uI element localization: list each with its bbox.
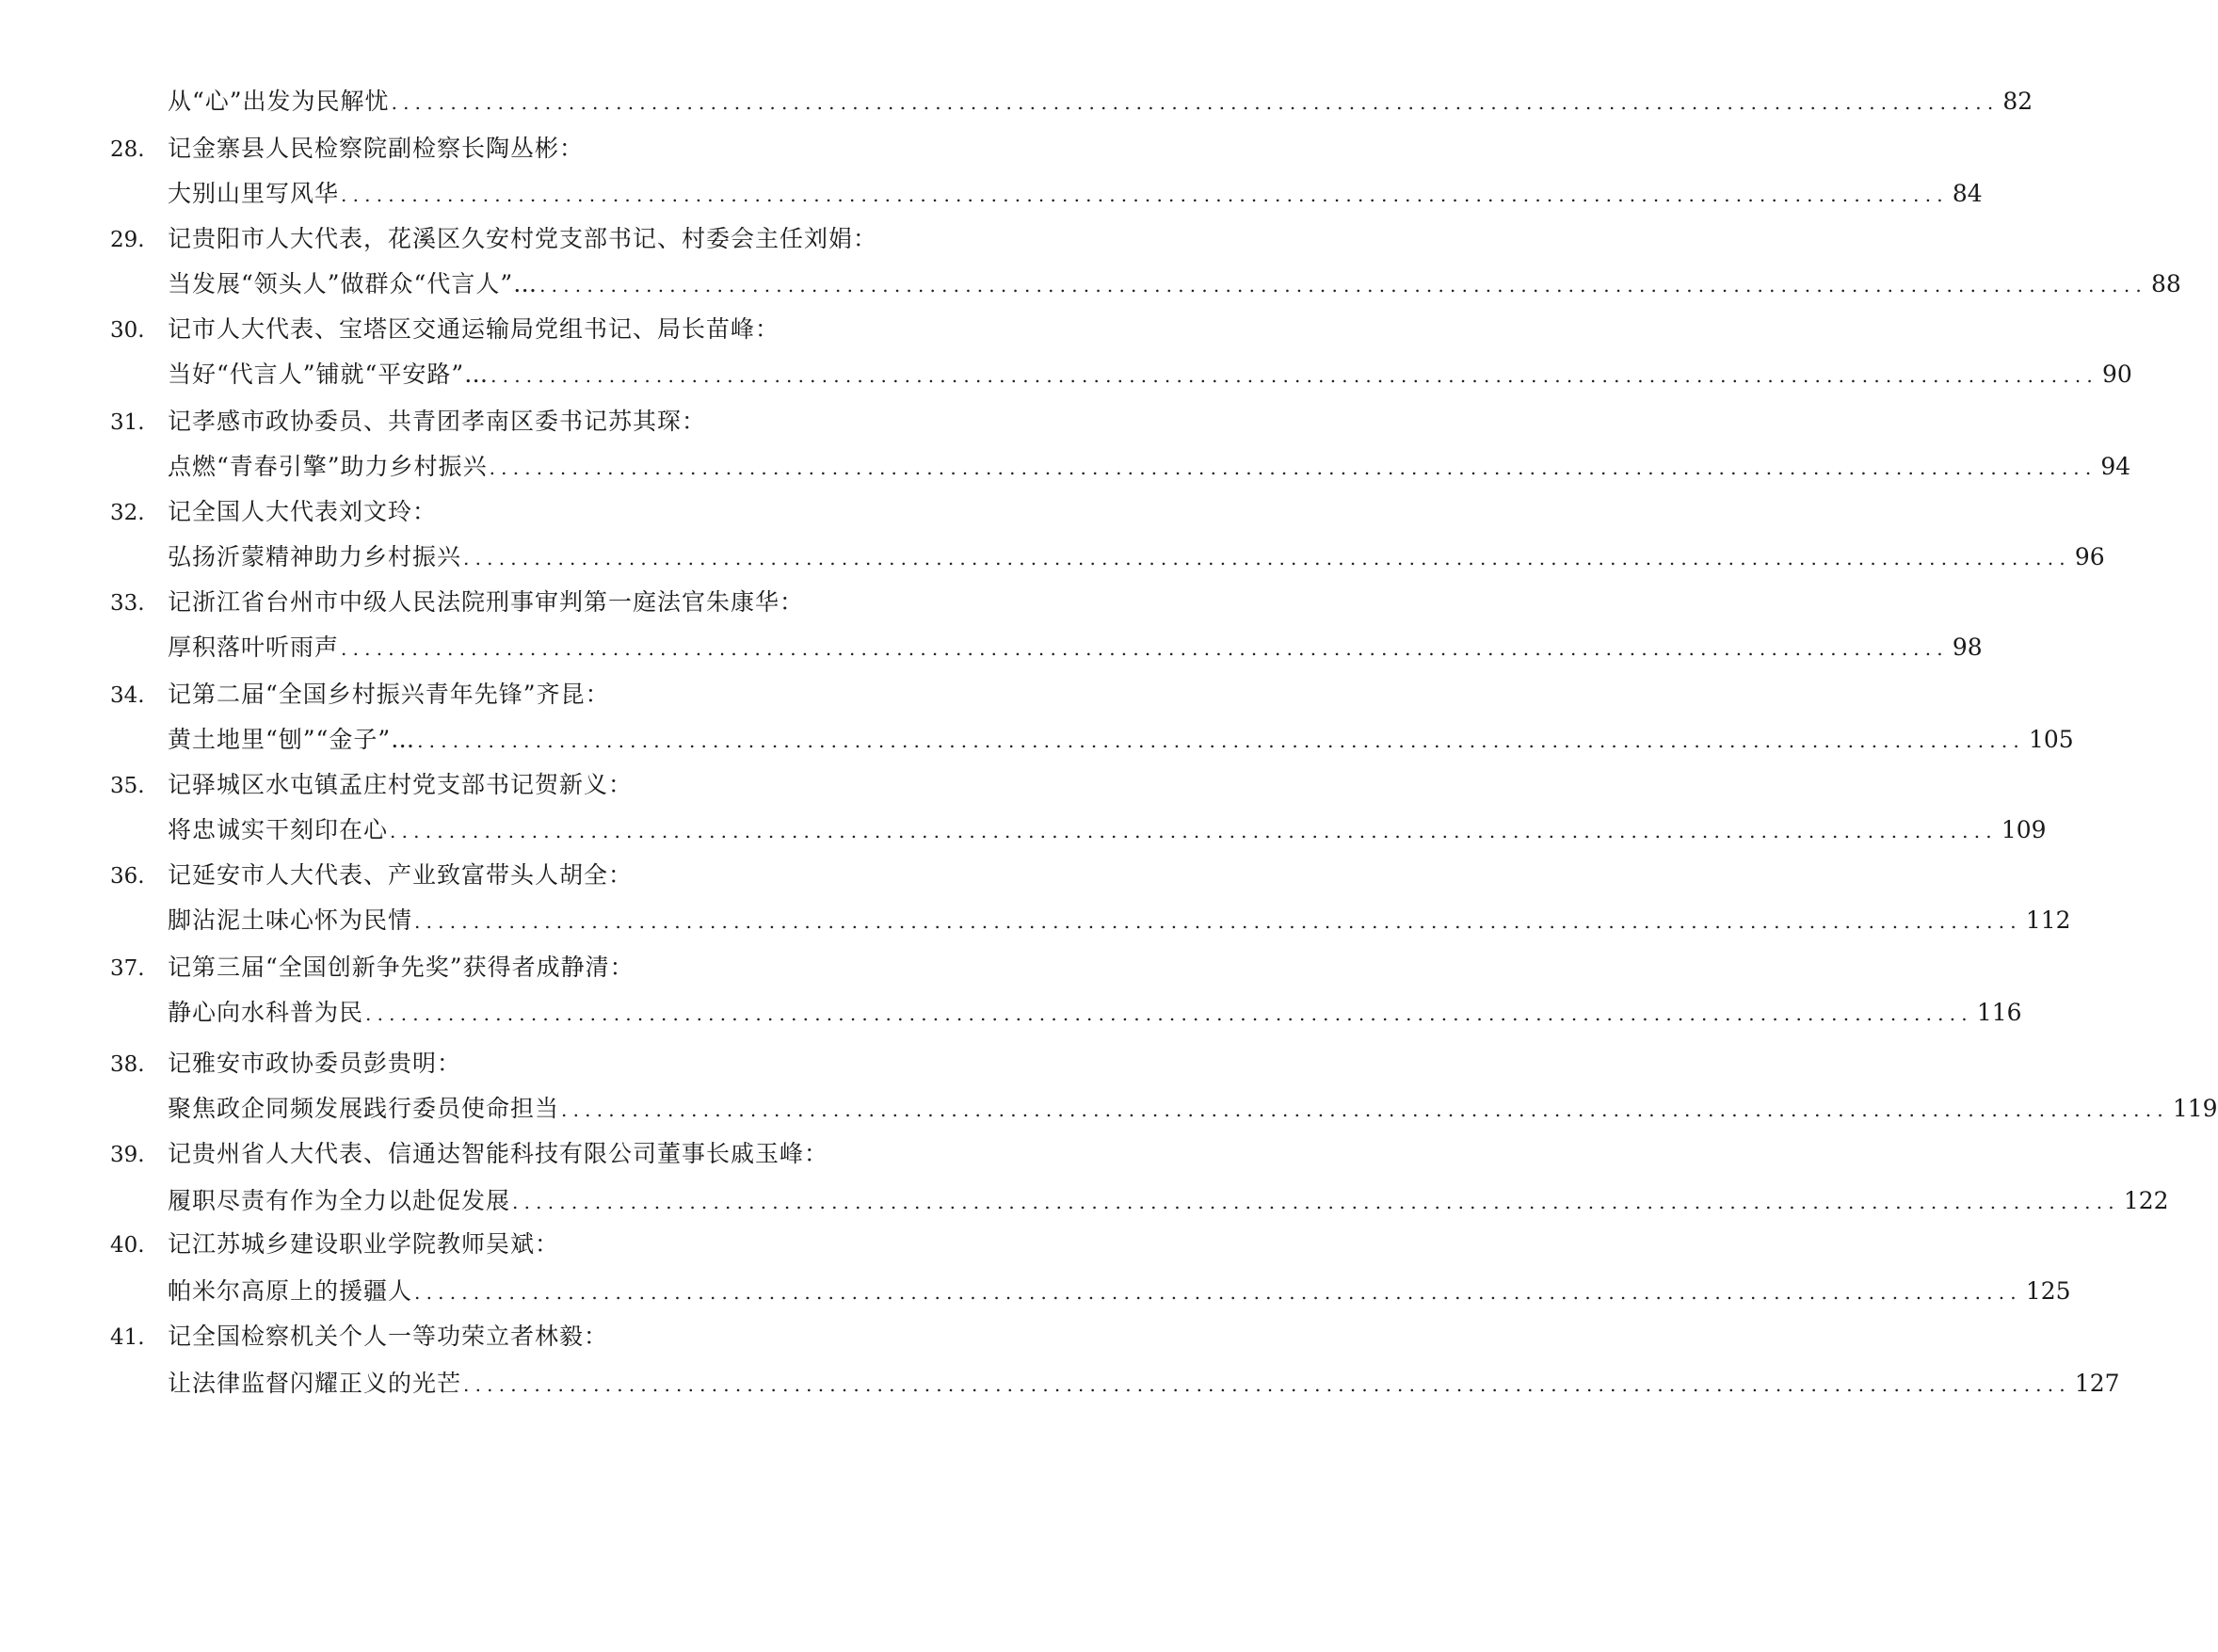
toc-entry-person-line <box>110 766 1057 804</box>
toc-entry-person: 记江苏城乡建设职业学院教师吴斌： <box>168 1230 560 1258</box>
toc-entry-title: 当好“代言人”铺就“平安路”… <box>168 361 490 388</box>
dot-leader: ........................................................................................................................................ <box>417 730 2025 752</box>
toc-entry-title-line[interactable] <box>168 629 1983 666</box>
toc-entry-page-number: 116 <box>1976 999 2022 1026</box>
toc-entry-person: 记孝感市政协委员、共青团孝南区委书记苏其琛： <box>168 408 707 435</box>
toc-entry-number: 40. <box>110 1233 145 1258</box>
toc-entry-number: 31. <box>110 410 145 435</box>
dot-leader: ........................................................................................................................................ <box>341 637 1949 660</box>
toc-entry-person: 记市人大代表、宝塔区交通运输局党组书记、局长苗峰： <box>168 315 780 343</box>
dot-leader: ........................................................................................................................................ <box>489 457 2097 479</box>
toc-entry-page-number: 109 <box>2001 816 2047 843</box>
toc-entry-title-line[interactable] <box>168 811 2047 849</box>
toc-entry-title: 点燃“青春引擎”助力乡村振兴 <box>168 453 488 480</box>
toc-entry-page-number: 82 <box>2002 88 2033 115</box>
toc-entry-person-line <box>110 949 1057 986</box>
toc-entry-title-line[interactable] <box>168 1273 2071 1310</box>
dot-leader: ........................................................................................................................................ <box>414 910 2022 933</box>
toc-entry-person-line <box>110 220 1057 258</box>
toc-entry-person: 记全国检察机关个人一等功荣立者林毅： <box>168 1323 609 1350</box>
toc-entry-person-line <box>110 857 1057 894</box>
toc-entry-person: 记雅安市政协委员彭贵明： <box>168 1050 462 1077</box>
toc-entry-title-line[interactable] <box>168 448 2131 486</box>
toc-entry-page-number: 119 <box>2172 1095 2218 1122</box>
toc-entry-person-line <box>110 1318 1057 1355</box>
dot-leader: ........................................................................................................................................ <box>561 1099 2169 1121</box>
dot-leader: ........................................................................................................................................ <box>365 1002 1973 1025</box>
toc-entry-title-line[interactable] <box>168 356 2132 393</box>
toc-entry-page-number: 84 <box>1952 180 1983 207</box>
toc-entry-person-line <box>110 1226 1057 1263</box>
toc-entry-number: 41. <box>110 1325 145 1350</box>
toc-entry-page-number: 88 <box>2150 270 2181 297</box>
toc-entry-person: 记全国人大代表刘文玲： <box>168 498 438 525</box>
toc-entry-title: 静心向水科普为民 <box>168 999 364 1026</box>
toc-entry-page-number: 98 <box>1952 634 1983 661</box>
toc-entry-title-line[interactable] <box>168 994 2022 1032</box>
toc-entry-person-line <box>110 1135 1057 1173</box>
toc-entry-title: 让法律监督闪耀正义的光芒 <box>168 1370 462 1397</box>
toc-entry-person: 记贵阳市人大代表，花溪区久安村党支部书记、村委会主任刘娟： <box>168 225 878 252</box>
toc-entry-person-line <box>110 1045 1057 1083</box>
toc-entry-title-line[interactable] <box>168 265 2181 303</box>
dot-leader: ........................................................................................................................................ <box>463 1373 2071 1396</box>
toc-entry-title: 从“心”出发为民解忧 <box>168 88 390 115</box>
toc-entry-person-line <box>110 584 1057 621</box>
toc-entry-page-number: 105 <box>2028 726 2074 753</box>
toc-entry-person-line <box>110 130 1057 168</box>
toc-entry-title-line[interactable] <box>168 1365 2120 1403</box>
toc-entry-person-line <box>110 493 1057 531</box>
toc-entry-title-line[interactable] <box>168 1182 2169 1220</box>
toc-entry-person: 记驿城区水屯镇孟庄村党支部书记贺新义： <box>168 771 634 798</box>
toc-entry-title: 聚焦政企同频发展践行委员使命担当 <box>168 1095 560 1122</box>
toc-entry-title: 将忠诚实干刻印在心 <box>168 816 389 843</box>
toc-entry-number: 35. <box>110 774 145 798</box>
toc-entry-title-line[interactable] <box>168 175 1983 213</box>
toc-entry-title-line[interactable] <box>168 1090 2218 1128</box>
toc-entry-page-number: 112 <box>2025 906 2071 934</box>
toc-entry-person-line <box>110 311 1057 348</box>
toc-entry-number: 38. <box>110 1052 145 1077</box>
toc-entry-title-line[interactable] <box>168 538 2105 576</box>
toc-entry-page-number: 90 <box>2101 361 2132 388</box>
toc-entry-person: 记延安市人大代表、产业致富带头人胡全： <box>168 861 634 889</box>
toc-entry-title-line[interactable] <box>168 902 2071 939</box>
toc-entry-person: 记贵州省人大代表、信通达智能科技有限公司董事长戚玉峰： <box>168 1140 829 1167</box>
toc-entry-title: 厚积落叶听雨声 <box>168 634 340 661</box>
toc-entry-number: 28. <box>110 137 145 162</box>
toc-entry-title: 脚沾泥土味心怀为民情 <box>168 906 413 934</box>
toc-entry-title: 大别山里写风华 <box>168 180 340 207</box>
dot-leader: ........................................................................................................................................ <box>512 1191 2120 1213</box>
dot-leader: ........................................................................................................................................ <box>391 91 2000 114</box>
toc-entry-number: 37. <box>110 956 145 981</box>
toc-entry-page-number: 122 <box>2123 1187 2169 1214</box>
toc-entry-title: 当发展“领头人”做群众“代言人”… <box>168 270 538 297</box>
toc-entry-title: 履职尽责有作为全力以赴促发展 <box>168 1187 511 1214</box>
dot-leader: ........................................................................................................................................ <box>539 274 2147 297</box>
toc-entry-title-line[interactable] <box>168 83 2033 120</box>
toc-entry-page-number: 127 <box>2074 1370 2120 1397</box>
toc-entry-number: 39. <box>110 1143 145 1167</box>
toc-entry-page-number: 125 <box>2025 1277 2071 1305</box>
toc-entry-title: 帕米尔高原上的援疆人 <box>168 1277 413 1305</box>
toc-entry-person: 记第三届“全国创新争先奖”获得者成静清： <box>168 954 635 981</box>
toc-entry-person: 记第二届“全国乡村振兴青年先锋”齐昆： <box>168 681 610 708</box>
toc-entry-number: 32. <box>110 501 145 525</box>
toc-entry-number: 33. <box>110 591 145 616</box>
dot-leader: ........................................................................................................................................ <box>463 547 2071 569</box>
toc-entry-number: 29. <box>110 228 145 252</box>
dot-leader: ........................................................................................................................................ <box>414 1281 2022 1304</box>
toc-entry-person: 记金寨县人民检察院副检察长陶丛彬： <box>168 135 585 162</box>
dot-leader: ........................................................................................................................................ <box>490 364 2098 387</box>
toc-entry-title: 黄土地里“刨”“金子”… <box>168 726 416 753</box>
toc-entry-number: 36. <box>110 864 145 889</box>
toc-entry-number: 34. <box>110 683 145 708</box>
toc-entry-title: 弘扬沂蒙精神助力乡村振兴 <box>168 543 462 570</box>
toc-entry-person: 记浙江省台州市中级人民法院刑事审判第一庭法官朱康华： <box>168 588 805 616</box>
toc-entry-title-line[interactable] <box>168 721 2074 759</box>
toc-entry-number: 30. <box>110 318 145 343</box>
dot-leader: ........................................................................................................................................ <box>390 820 1998 842</box>
toc-entry-person-line <box>110 676 1057 714</box>
toc-entry-page-number: 96 <box>2074 543 2105 570</box>
toc-entry-person-line <box>110 403 1057 441</box>
toc-entry-page-number: 94 <box>2100 453 2131 480</box>
dot-leader: ........................................................................................................................................ <box>341 184 1949 206</box>
